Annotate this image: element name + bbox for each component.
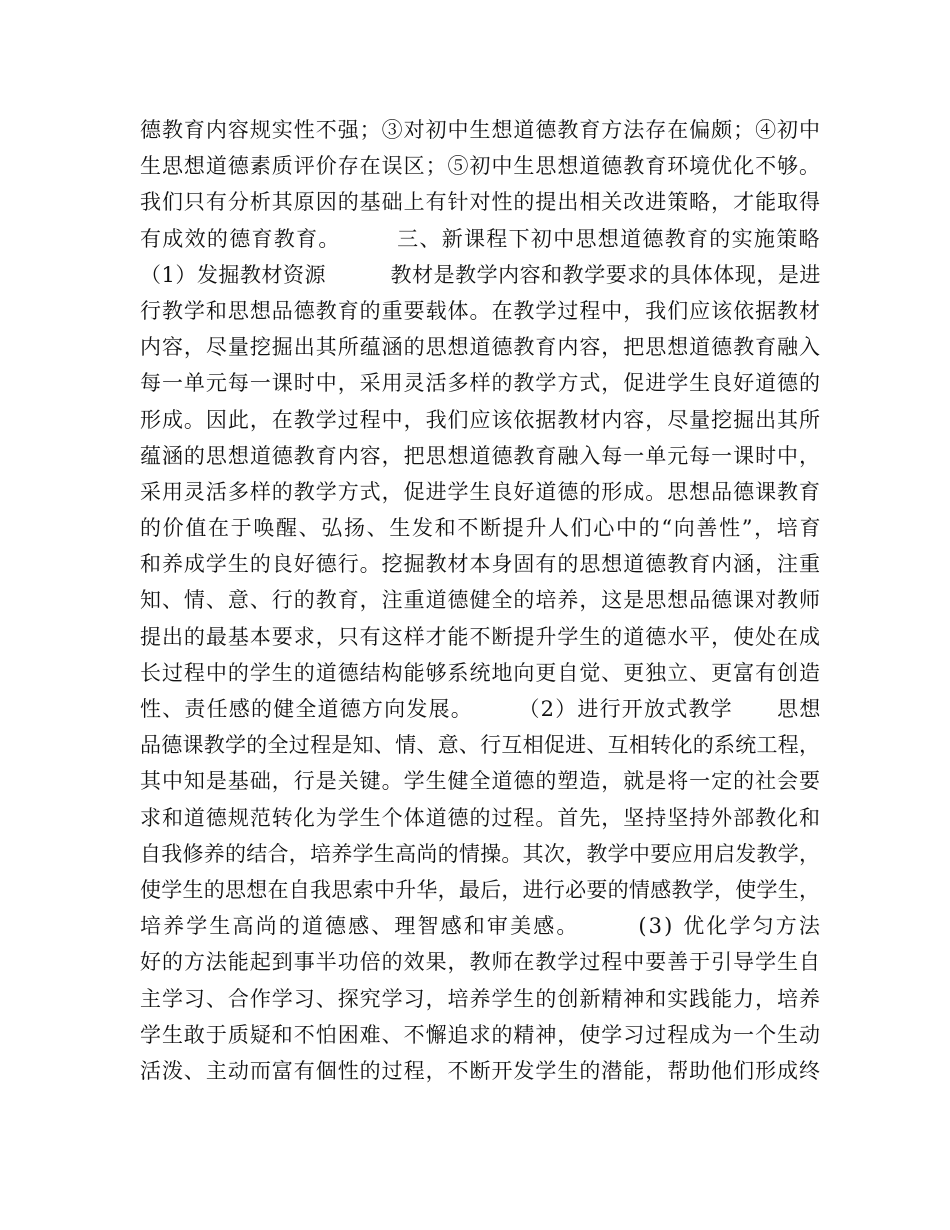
text-line: 好的方法能起到事半功倍的效果，教师在教学过程中要善于引导学生自 bbox=[140, 950, 821, 975]
text-line: 内容，尽量挖掘出其所蕴涵的思想道德教育内容，把思想道德教育融入 bbox=[140, 335, 821, 360]
text-line: 德教育内容规实性不强；③对初中生想道德教育方法存在偏颇；④初中 bbox=[140, 118, 821, 142]
text-line: 知、情、意、行的教育，注重道德健全的培养，这是思想品德课对教师 bbox=[140, 588, 821, 613]
text-line: 的价值在于唤醒、弘扬、生发和不断提升人们心中的“向善性”，培育 bbox=[140, 516, 823, 541]
text-line: 主学习、合作学习、探究学习，培养学生的创新精神和实践能力，培养 bbox=[140, 986, 821, 1011]
text-line: 有成效的德育教育。 三、新课程下初中思想道德教育的实施策略 bbox=[140, 226, 821, 251]
text-line: 生思想道德素质评价存在误区；⑤初中生思想道德教育环境优化不够。 bbox=[140, 154, 821, 179]
text-line: 和养成学生的良好德行。挖掘教材本身固有的思想道德教育内涵，注重 bbox=[140, 552, 821, 577]
text-line: 蕴涵的思想道德教育内容，把思想道德教育融入每一单元每一课时中， bbox=[140, 443, 821, 468]
text-line: 每一单元每一课时中，采用灵活多样的教学方式，促进学生良好道德的 bbox=[140, 371, 821, 396]
text-line: 学生敢于质疑和不怕困难、不懈追求的精神，使学习过程成为一个生动 bbox=[140, 1022, 821, 1047]
body-text bbox=[140, 112, 823, 1089]
text-line: 使学生的思想在自我思索中升华，最后，进行必要的情感教学，使学生， bbox=[140, 877, 821, 902]
text-line: 形成。因此，在教学过程中，我们应该依据教材内容，尽量挖掘出其所 bbox=[140, 407, 821, 432]
text-line: 品德课教学的全过程是知、情、意、行互相促进、互相转化的系统工程， bbox=[140, 733, 821, 758]
text-line: （1）发掘教材资源 教材是教学内容和教学要求的具体体现，是进 bbox=[140, 262, 821, 287]
text-line: 采用灵活多样的教学方式，促进学生良好道德的形成。思想品德课教育 bbox=[140, 479, 821, 504]
text-line: 其中知是基础，行是关键。学生健全道德的塑造，就是将一定的社会要 bbox=[140, 769, 821, 794]
text-line: 性、责任感的健全道德方向发展。 （2）进行开放式教学 思想 bbox=[140, 697, 822, 721]
text-line: 自我修养的结合，培养学生高尚的情操。其次，教学中要应用启发教学， bbox=[140, 841, 821, 866]
text-line: 行教学和思想品德教育的重要载体。在教学过程中，我们应该依据教材 bbox=[140, 298, 821, 323]
text-line: 活泼、主动而富有個性的过程，不断开发学生的潜能，帮助他们形成终 bbox=[140, 1058, 821, 1083]
text-line: 我们只有分析其原因的基础上有针对性的提出相关改进策略，才能取得 bbox=[140, 190, 821, 215]
text-line: 培养学生高尚的道德感、理智感和审美感。 (3) 优化学匀方法 bbox=[140, 914, 823, 939]
text-line: 求和道德规范转化为学生个体道德的过程。首先，坚持坚持外部教化和 bbox=[140, 805, 821, 830]
text-line: 长过程中的学生的道德结构能够系统地向更自觉、更独立、更富有创造 bbox=[140, 660, 821, 685]
text-line: 提出的最基本要求，只有这样才能不断提升学生的道德水平，使处在成 bbox=[140, 624, 821, 649]
